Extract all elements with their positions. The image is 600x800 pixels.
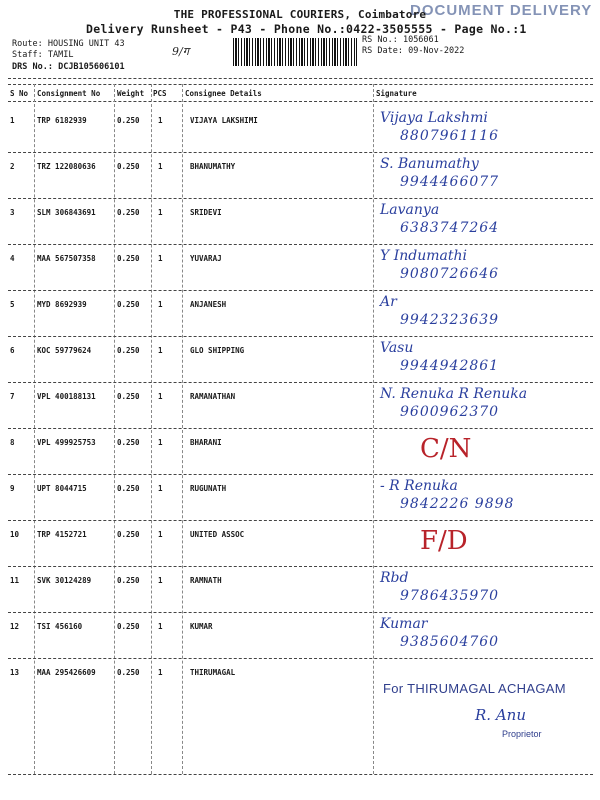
row-consignment-no: TRP 6182939 xyxy=(37,116,87,125)
row-consignment-no: KOC 59779624 xyxy=(37,346,92,355)
row-sno: 4 xyxy=(10,254,15,263)
row-weight: 0.250 xyxy=(117,346,140,355)
row-sno: 6 xyxy=(10,346,15,355)
col-header-pcs: PCS xyxy=(153,89,167,98)
rs-date-label: RS Date: xyxy=(362,46,403,56)
row-divider xyxy=(8,290,593,291)
row-divider xyxy=(8,566,593,567)
table-row xyxy=(0,202,600,253)
row-consignment-no: MAA 295426609 xyxy=(37,668,96,677)
row-weight: 0.250 xyxy=(117,162,140,171)
drs-value: DCJB105606101 xyxy=(58,62,125,72)
row-weight: 0.250 xyxy=(117,484,140,493)
row-divider xyxy=(8,428,593,429)
col-header-signature: Signature xyxy=(376,89,417,98)
row-divider xyxy=(8,382,593,383)
signature-name: N. Renuka R Renuka xyxy=(380,386,528,402)
row-weight: 0.250 xyxy=(117,300,140,309)
document-stamp: DOCUMENT DELIVERY xyxy=(410,2,593,19)
rs-date-line xyxy=(362,46,464,56)
row-consignment-no: SLM 306843691 xyxy=(37,208,96,217)
row-consignee: BHARANI xyxy=(190,438,222,447)
signature-phone: 9944466077 xyxy=(400,174,500,190)
signature-name: S. Banumathy xyxy=(380,156,479,172)
row-divider xyxy=(8,658,593,659)
row-weight: 0.250 xyxy=(117,530,140,539)
row-consignee: SRIDEVI xyxy=(190,208,222,217)
signature-name: Ar xyxy=(380,294,397,310)
proprietor-signature: R. Anu xyxy=(475,706,526,724)
row-weight: 0.250 xyxy=(117,208,140,217)
row-pcs: 1 xyxy=(158,300,163,309)
row-sno: 9 xyxy=(10,484,15,493)
signature-name: Vasu xyxy=(380,340,414,356)
row-consignee: GLO SHIPPING xyxy=(190,346,245,355)
row-pcs: 1 xyxy=(158,622,163,631)
company-title: THE PROFESSIONAL COURIERS, Coimbatore xyxy=(173,8,427,21)
row-pcs: 1 xyxy=(158,254,163,263)
drs-line xyxy=(12,62,125,72)
header-divider xyxy=(8,78,593,79)
row-weight: 0.250 xyxy=(117,576,140,585)
table-row xyxy=(0,340,600,391)
row-divider xyxy=(8,244,593,245)
rs-date-value: 09-Nov-2022 xyxy=(408,46,465,56)
runsheet-title: Delivery Runsheet - P43 - Phone No.:0422-3505555 - Page No.:1 xyxy=(86,22,527,36)
signature-phone: 9600962370 xyxy=(400,404,500,420)
row-divider xyxy=(8,474,593,475)
col-header-consignee: Consignee Details xyxy=(185,89,262,98)
row-weight: 0.250 xyxy=(117,668,140,677)
row-sno: 5 xyxy=(10,300,15,309)
route-line xyxy=(12,39,125,49)
table-row xyxy=(0,294,600,345)
col-header-weight: Weight xyxy=(117,89,145,98)
row-weight: 0.250 xyxy=(117,392,140,401)
row-consignment-no: MYD 8692939 xyxy=(37,300,87,309)
row-consignee: RUGUNATH xyxy=(190,484,227,493)
signature-name: C/N xyxy=(420,434,472,464)
row-divider xyxy=(8,152,593,153)
table-row xyxy=(0,386,600,437)
table-row xyxy=(0,110,600,161)
staff-label: Staff: xyxy=(12,50,43,60)
row-sno: 7 xyxy=(10,392,15,401)
row-consignee: RAMNATH xyxy=(190,576,222,585)
row-consignment-no: TSI 456160 xyxy=(37,622,83,631)
staff-value: TAMIL xyxy=(47,50,74,60)
row-consignee: KUMAR xyxy=(190,622,213,631)
drs-label: DRS No.: xyxy=(12,62,53,72)
row-weight: 0.250 xyxy=(117,116,140,125)
signature-name: Y Indumathi xyxy=(380,248,467,264)
table-row xyxy=(0,526,600,575)
handwritten-note: 9/ग xyxy=(172,45,189,58)
row-consignee: RAMANATHAN xyxy=(190,392,236,401)
row-pcs: 1 xyxy=(158,530,163,539)
signature-phone: 9385604760 xyxy=(400,634,500,650)
row-consignment-no: UPT 8044715 xyxy=(37,484,87,493)
barcode xyxy=(233,38,357,66)
rs-no-line xyxy=(362,35,439,45)
proprietor-label: Proprietor xyxy=(502,729,542,739)
signature-phone: 9942323639 xyxy=(400,312,500,328)
table-row xyxy=(0,478,600,529)
route-value: HOUSING UNIT 43 xyxy=(47,39,125,49)
row-sno: 1 xyxy=(10,116,15,125)
row-pcs: 1 xyxy=(158,392,163,401)
row-consignee: UNITED ASSOC xyxy=(190,530,245,539)
signature-name: Kumar xyxy=(380,616,428,632)
row-consignment-no: TRZ 122080636 xyxy=(37,162,96,171)
row-pcs: 1 xyxy=(158,346,163,355)
row-divider xyxy=(8,198,593,199)
signature-phone: 9944942861 xyxy=(400,358,500,374)
row-weight: 0.250 xyxy=(117,254,140,263)
row-sno: 13 xyxy=(10,668,20,677)
signature-phone: 9786435970 xyxy=(400,588,500,604)
footer-company-stamp: For THIRUMAGAL ACHAGAM xyxy=(383,681,566,696)
row-divider xyxy=(8,336,593,337)
row-weight: 0.250 xyxy=(117,438,140,447)
row-consignment-no: VPL 499925753 xyxy=(37,438,96,447)
row-pcs: 1 xyxy=(158,438,163,447)
row-consignee: BHANUMATHY xyxy=(190,162,236,171)
row-consignee: VIJAYA LAKSHIMI xyxy=(190,116,258,125)
rs-no-value: 1056061 xyxy=(402,35,439,45)
row-consignee: YUVARAJ xyxy=(190,254,222,263)
signature-phone: 9842226 9898 xyxy=(400,496,515,512)
row-consignee: ANJANESH xyxy=(190,300,227,309)
row-divider xyxy=(8,520,593,521)
rs-no-label: RS No.: xyxy=(362,35,398,45)
signature-phone: 8807961116 xyxy=(400,128,500,144)
signature-phone: 6383747264 xyxy=(400,220,500,236)
row-consignment-no: MAA 567507358 xyxy=(37,254,96,263)
row-sno: 10 xyxy=(10,530,20,539)
row-weight: 0.250 xyxy=(117,622,140,631)
signature-phone: 9080726646 xyxy=(400,266,500,282)
route-label: Route: xyxy=(12,39,43,49)
signature-name: Lavanya xyxy=(380,202,440,218)
table-row xyxy=(0,570,600,621)
table-row xyxy=(0,156,600,207)
row-pcs: 1 xyxy=(158,668,163,677)
row-consignee: THIRUMAGAL xyxy=(190,668,236,677)
col-header-sno: S No xyxy=(10,89,29,98)
row-sno: 3 xyxy=(10,208,15,217)
row-pcs: 1 xyxy=(158,162,163,171)
row-sno: 8 xyxy=(10,438,15,447)
table-top-divider xyxy=(8,84,593,85)
signature-name: - R Renuka xyxy=(380,478,458,494)
col-header-consignment: Consignment No xyxy=(37,89,101,98)
row-sno: 2 xyxy=(10,162,15,171)
signature-name: Rbd xyxy=(380,570,409,586)
row-pcs: 1 xyxy=(158,116,163,125)
row-pcs: 1 xyxy=(158,208,163,217)
row-consignment-no: TRP 4152721 xyxy=(37,530,87,539)
row-pcs: 1 xyxy=(158,576,163,585)
table-header-divider xyxy=(8,101,593,102)
table-bottom-divider xyxy=(8,774,593,775)
row-consignment-no: VPL 400188131 xyxy=(37,392,96,401)
table-row xyxy=(0,616,600,667)
row-sno: 12 xyxy=(10,622,20,631)
row-sno: 11 xyxy=(10,576,20,585)
staff-line xyxy=(12,50,73,60)
signature-name: Vijaya Lakshmi xyxy=(380,110,488,126)
table-row xyxy=(0,248,600,299)
row-divider xyxy=(8,612,593,613)
table-row xyxy=(0,434,600,483)
signature-name: F/D xyxy=(420,526,468,556)
row-consignment-no: SVK 30124289 xyxy=(37,576,92,585)
row-pcs: 1 xyxy=(158,484,163,493)
